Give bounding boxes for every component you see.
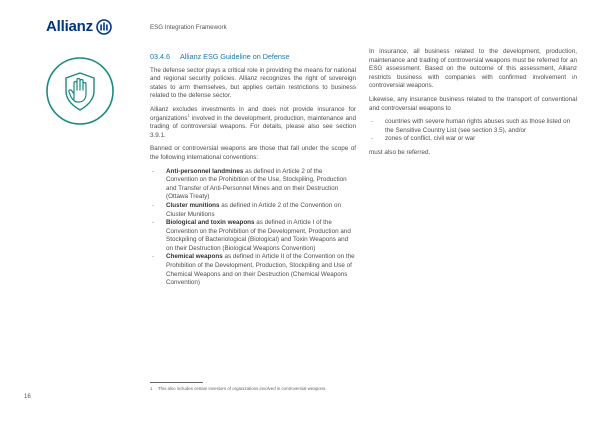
section-title: Allianz ESG Guideline on Defense — [180, 52, 290, 61]
shield-hand-icon — [44, 55, 116, 127]
left-column — [150, 53, 356, 293]
paragraph-text: Allianz excludes investments in and does not provide insurance for organizations — [150, 105, 356, 122]
list-item-text: as defined in Article 2 of the Convention on Cluster Munitions — [166, 201, 342, 218]
paragraph: Banned or controversial weapons are those that fall under the scope of the following international conventions: — [150, 145, 356, 161]
brand-name: Allianz — [46, 18, 93, 35]
section-number: 03.4.6 — [150, 52, 170, 61]
paragraph: must also be referred. — [369, 148, 431, 156]
paragraph — [150, 106, 356, 140]
footnote-divider — [150, 382, 203, 383]
list-item-term: Biological and toxin weapons — [166, 219, 255, 227]
right-column — [369, 48, 577, 163]
allianz-eagle-icon — [96, 19, 112, 35]
list-item — [150, 168, 356, 202]
list-item-term: Chemical weapons — [166, 253, 223, 261]
document-title: ESG Integration Framework — [150, 24, 227, 31]
destinations-list — [369, 118, 577, 144]
list-item: - zones of conflict, civil war or war — [369, 135, 577, 144]
list-item — [150, 219, 356, 253]
page-number: 16 — [24, 394, 31, 400]
list-item-text: as defined in Article 2 of the Convention on the Prohibition of the Use, Stockpiling, Production and Transfer of Anti-Personnel Mines and on their Destruction (Ottawa Treaty) — [166, 167, 347, 201]
list-item — [150, 253, 356, 287]
footnote-number: 1 — [150, 386, 153, 391]
paragraph: In insurance, all business related to the development, production, maintenance and trading of controversial weapons must be referred for an ESG assessment. Based on the outcome of this assessment, Allianz restricts business with companies with confirmed involvement in controversial weapons. — [369, 48, 577, 90]
list-item: - countries with severe human rights abuses such as those listed on the Sensitive Country List (see section 3.5), and/or — [369, 118, 577, 135]
footnote-text: This also includes certain investors of organizations involved in controversial weapons. — [158, 386, 327, 391]
list-item-term: Cluster munitions — [166, 201, 220, 209]
conventions-list — [150, 168, 356, 288]
paragraph-text: involved in the development, production, maintenance and trading of controversial weapons. For details, please also see section 3.9.1. — [150, 114, 356, 139]
list-item — [150, 202, 356, 219]
paragraph: The defense sector plays a critical role in providing the means for national and regional security policies. Allianz recognizes the right of sovereign states to arm themselves, but applies certain restrictions to business related to the defense sector. — [150, 66, 356, 100]
allianz-logo — [46, 18, 112, 35]
footnote — [150, 386, 360, 392]
list-item-text: as defined in Article I of the Convention on the Prohibition of the Development, Production and Stockpiling of Bacteriological (Biological) and Toxin Weapons and on their Destruction (Biological Weapons Convention) — [166, 219, 351, 252]
list-item-text: as defined in Article II of the Convention on the Prohibition of the Development, Production, Stockpiling and Use of Chemical Weapons and on their Destruction (Chemical Weapons Convention) — [166, 253, 355, 287]
list-item-term: Anti-personnel landmines — [166, 167, 244, 175]
paragraph: Likewise, any insurance business related to the transport of conventional and controversial weapons to — [369, 95, 577, 112]
section-heading — [150, 53, 356, 62]
footnote-reference: 1 — [187, 112, 190, 118]
